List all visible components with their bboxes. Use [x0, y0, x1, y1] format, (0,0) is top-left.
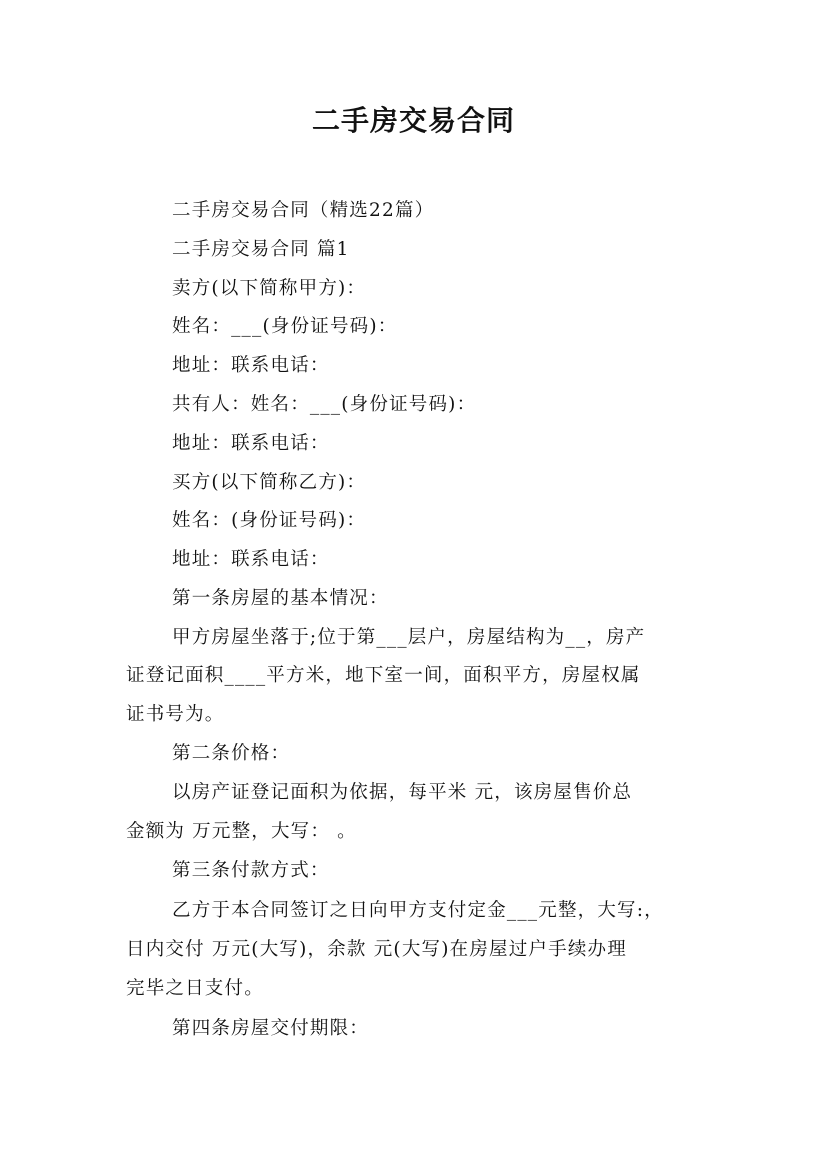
document-line: 证书号为。: [126, 704, 225, 725]
document-line: 甲方房屋坐落于;位于第___层户，房屋结构为__，房产: [172, 627, 646, 648]
document-line: 完毕之日支付。: [126, 978, 264, 999]
document-line: 买方(以下简称乙方)：: [172, 472, 367, 493]
document-line: 二手房交易合同（精选22篇）: [172, 200, 435, 221]
document-line: 二手房交易合同 篇1: [172, 239, 350, 260]
document-line: 姓名：___(身份证号码)：: [172, 316, 398, 337]
document-line: 第一条房屋的基本情况：: [172, 588, 389, 609]
document-line: 共有人：姓名：___(身份证号码)：: [172, 394, 477, 415]
document-line: 第二条价格：: [172, 743, 291, 764]
document-line: 以房产证登记面积为依据，每平米 元，该房屋售价总: [172, 782, 633, 803]
document-line: 姓名：(身份证号码)：: [172, 510, 367, 531]
document-line: 第四条房屋交付期限：: [172, 1018, 370, 1039]
document-line: 证登记面积____平方米，地下室一间，面积平方，房屋权属: [126, 665, 641, 686]
document-title: 二手房交易合同: [311, 104, 515, 137]
document-line: 第三条付款方式：: [172, 860, 330, 881]
document-line: 地址：联系电话：: [172, 355, 330, 376]
document-line: 日内交付 万元(大写)，余款 元(大写)在房屋过户手续办理: [126, 939, 627, 960]
document-line: 地址：联系电话：: [172, 433, 330, 454]
document-line: 金额为 万元整，大写： 。: [126, 821, 357, 842]
document-line: 地址：联系电话：: [172, 549, 330, 570]
document-line: 卖方(以下简称甲方)：: [172, 278, 367, 299]
document-line: 乙方于本合同签订之日向甲方支付定金___元整，大写:，: [172, 900, 664, 921]
